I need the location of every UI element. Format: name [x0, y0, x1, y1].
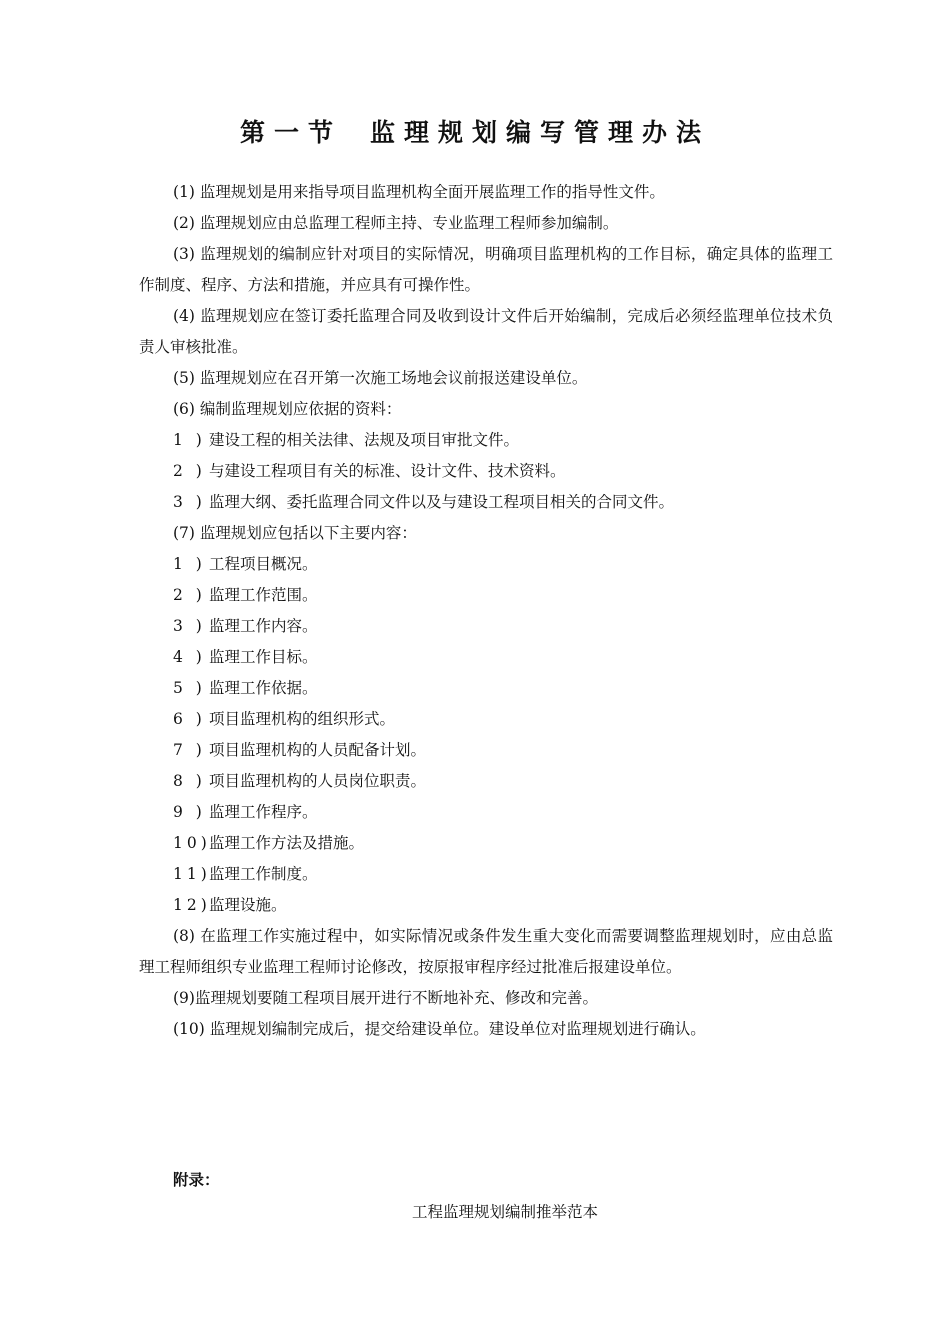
- paragraph-1: (1) 监理规划是用来指导项目监理机构全面开展监理工作的指导性文件。: [173, 183, 665, 201]
- list-item-text: 与建设工程项目有关的标准、设计文件、技术资料。: [209, 462, 566, 480]
- list-item-text: 监理工作方法及措施。: [209, 834, 365, 852]
- list-item: [139, 735, 833, 766]
- list-item-number: 9 ): [173, 803, 206, 821]
- list-item-text: 监理工作制度。: [209, 865, 318, 883]
- paragraph-7: (7) 监理规划应包括以下主要内容：: [173, 524, 417, 542]
- list-item-number: 11): [173, 865, 211, 883]
- list-item-number: 8 ): [173, 772, 206, 790]
- list-item-text: 监理工作程序。: [209, 803, 318, 821]
- paragraph-8: (8) 在监理工作实施过程中，如实际情况或条件发生重大变化而需要调整监理规划时，应由总监理工程师组织专业监理工程师讨论修改，按原报审程序经过批准后报建设单位。: [139, 927, 833, 976]
- paragraph-2: (2) 监理规划应由总监理工程师主持、专业监理工程师参加编制。: [173, 214, 619, 232]
- contents-list: [139, 549, 833, 921]
- list-item-number: 6 ): [173, 710, 206, 728]
- list-item: [139, 425, 833, 456]
- paragraph-5: (5) 监理规划应在召开第一次施工场地会议前报送建设单位。: [173, 369, 588, 387]
- list-item-number: 3 ): [173, 617, 206, 635]
- list-item: [139, 549, 833, 580]
- list-item-text: 项目监理机构的组织形式。: [209, 710, 396, 728]
- list-item: [139, 797, 833, 828]
- paragraph-6: (6) 编制监理规划应依据的资料：: [173, 400, 402, 418]
- list-item-number: 1 ): [173, 431, 206, 449]
- list-item: [139, 766, 833, 797]
- list-item-text: 监理工作范围。: [209, 586, 318, 604]
- paragraph-10: (10) 监理规划编制完成后，提交给建设单位。建设单位对监理规划进行确认。: [173, 1020, 706, 1038]
- paragraph-9: (9)监理规划要随工程项目展开进行不断地补充、修改和完善。: [173, 989, 598, 1007]
- list-item: [139, 828, 833, 859]
- list-item-text: 监理工作内容。: [209, 617, 318, 635]
- list-item: [139, 487, 833, 518]
- list-item-text: 工程项目概况。: [209, 555, 318, 573]
- list-item-number: 12): [173, 896, 211, 914]
- list-item: [139, 704, 833, 735]
- list-item: [139, 642, 833, 673]
- list-item-number: 5 ): [173, 679, 206, 697]
- appendix-title: 工程监理规划编制推举范本: [411, 1203, 598, 1221]
- list-item-text: 监理设施。: [209, 896, 287, 914]
- list-item-text: 监理大纲、委托监理合同文件以及与建设工程项目相关的合同文件。: [209, 493, 675, 511]
- section-heading: 监理规划编写管理办法: [370, 118, 711, 147]
- list-item-number: 10): [173, 834, 211, 852]
- basis-list: [139, 425, 833, 518]
- document-body: [139, 177, 833, 1045]
- list-item-text: 项目监理机构的人员配备计划。: [209, 741, 427, 759]
- list-item: [139, 673, 833, 704]
- list-item: [139, 890, 833, 921]
- paragraph-4: (4) 监理规划应在签订委托监理合同及收到设计文件后开始编制，完成后必须经监理单位技术负责人审核批准。: [139, 307, 833, 356]
- list-item-number: 3 ): [173, 493, 206, 511]
- list-item-text: 监理工作依据。: [209, 679, 318, 697]
- list-item-text: 项目监理机构的人员岗位职责。: [209, 772, 427, 790]
- list-item: [139, 456, 833, 487]
- list-item-text: 监理工作目标。: [209, 648, 318, 666]
- list-item-number: 1 ): [173, 555, 206, 573]
- list-item-number: 7 ): [173, 741, 206, 759]
- list-item: [139, 611, 833, 642]
- list-item-number: 2 ): [173, 586, 206, 604]
- section-number: 第一节: [239, 118, 342, 147]
- list-item: [139, 580, 833, 611]
- section-title: [0, 113, 950, 149]
- list-item-number: 2 ): [173, 462, 206, 480]
- list-item: [139, 859, 833, 890]
- paragraph-3: (3) 监理规划的编制应针对项目的实际情况，明确项目监理机构的工作目标，确定具体的监理工作制度、程序、方法和措施，并应具有可操作性。: [139, 245, 833, 294]
- list-item-text: 建设工程的相关法律、法规及项目审批文件。: [209, 431, 520, 449]
- list-item-number: 4 ): [173, 648, 206, 666]
- appendix-label: 附录：: [173, 1171, 220, 1189]
